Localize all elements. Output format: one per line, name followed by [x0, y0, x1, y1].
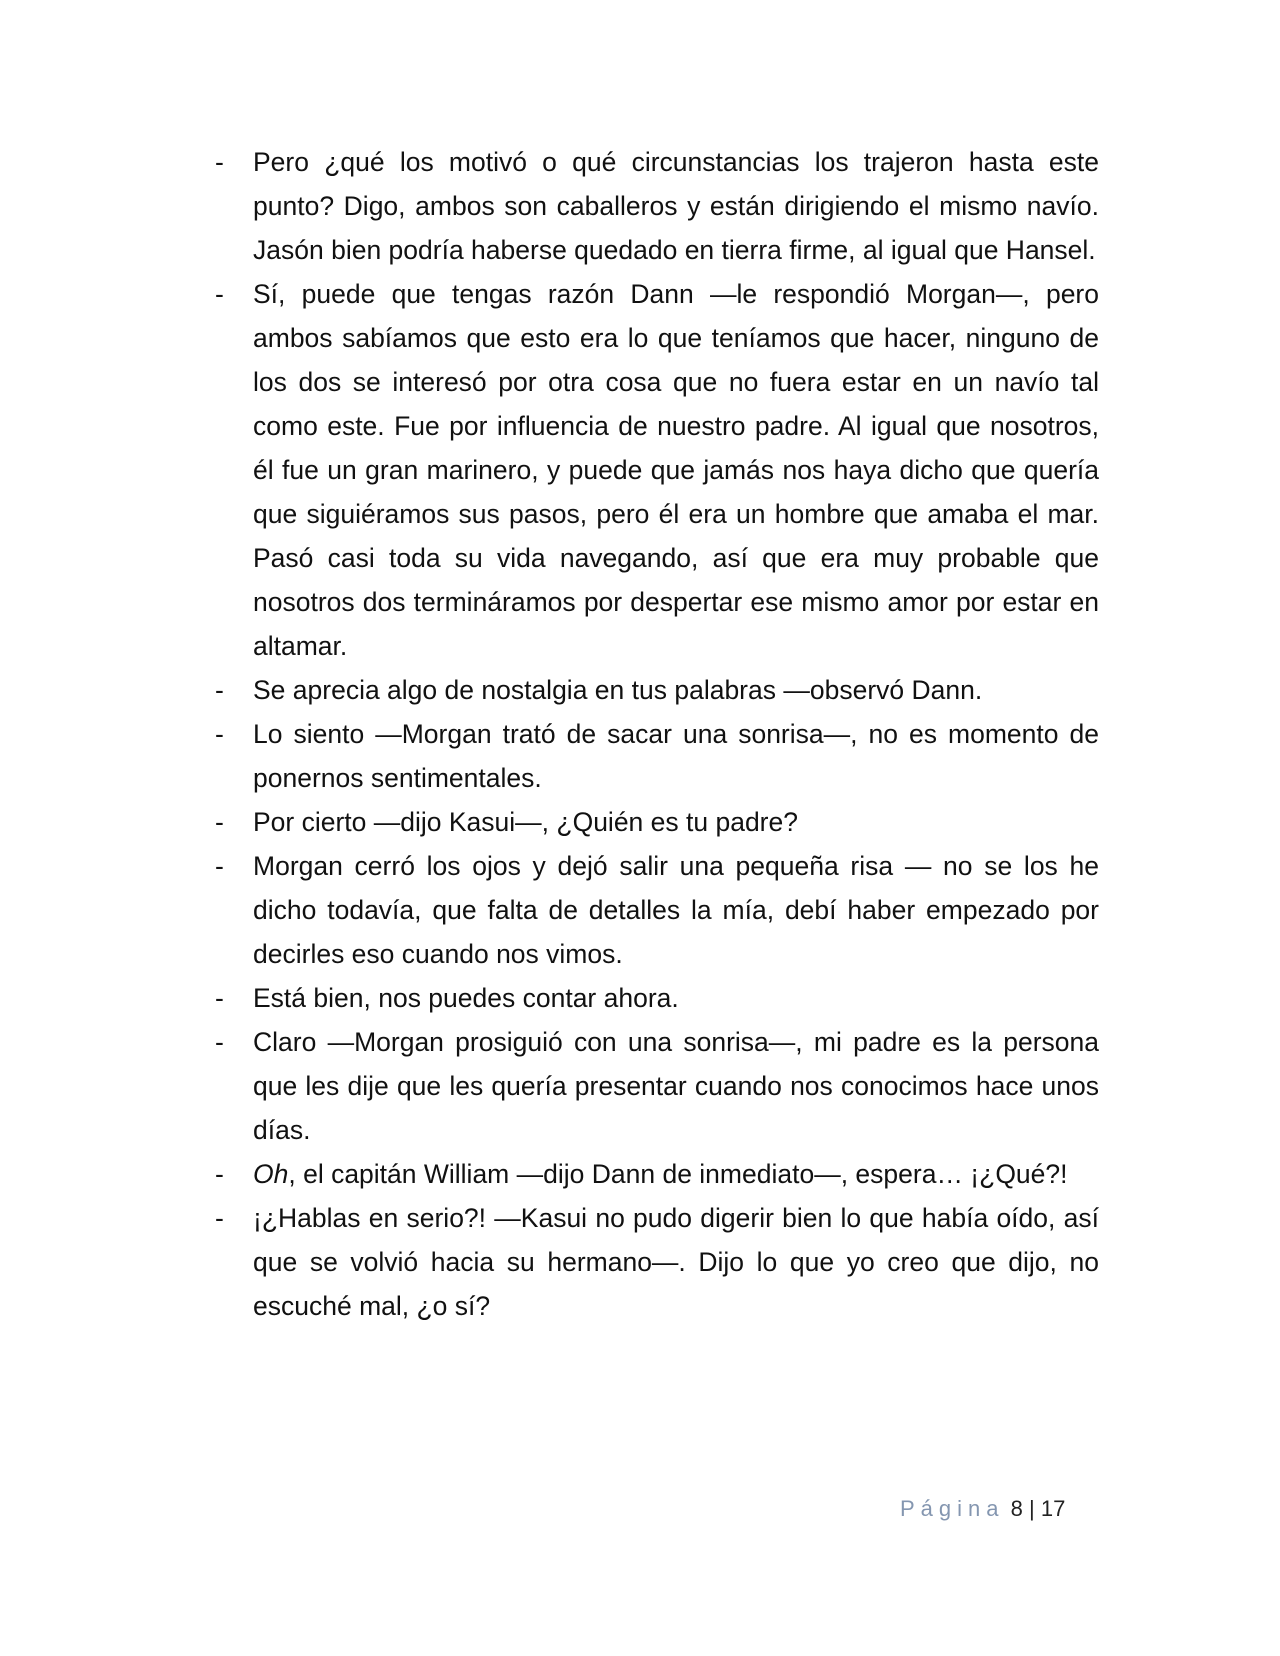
paragraph-text — [253, 1152, 1099, 1196]
paragraph-text — [253, 272, 1099, 668]
paragraph-content: Por cierto —dijo Kasui—, ¿Quién es tu padre? — [253, 807, 798, 837]
bullet-dash: - — [215, 279, 224, 309]
document-body — [215, 140, 1099, 1328]
paragraph-text — [253, 140, 1099, 272]
bullet-dash: - — [215, 983, 224, 1013]
dialogue-line — [215, 140, 1099, 272]
paragraph-content: Claro —Morgan prosiguió con una sonrisa—, mi padre es la persona que les dije que les quería presentar cuando nos conocimos hace unos días. — [253, 1027, 1099, 1145]
dialogue-line — [215, 976, 1099, 1020]
bullet-dash: - — [215, 1027, 224, 1057]
paragraph-content: ¡¿Hablas en serio?! —Kasui no pudo digerir bien lo que había oído, así que se volvió hacia su hermano—. Dijo lo que yo creo que dijo, no escuché mal, ¿o sí? — [253, 1203, 1099, 1321]
paragraph-text — [253, 668, 1099, 712]
italic-word: Oh — [253, 1159, 289, 1189]
bullet-dash: - — [215, 719, 224, 749]
page-number: 8 — [1010, 1496, 1023, 1521]
bullet-dash: - — [215, 851, 224, 881]
dialogue-line — [215, 1152, 1099, 1196]
bullet-dash: - — [215, 147, 224, 177]
dialogue-line — [215, 1196, 1099, 1328]
bullet-dash: - — [215, 675, 224, 705]
dialogue-line — [215, 800, 1099, 844]
bullet-dash: - — [215, 1203, 224, 1233]
paragraph-text — [253, 844, 1099, 976]
paragraph-text — [253, 976, 1099, 1020]
page-label: Página — [900, 1496, 1005, 1521]
paragraph-content: , el capitán William —dijo Dann de inmediato—, espera… ¡¿Qué?! — [288, 1159, 1068, 1189]
paragraph-text — [253, 800, 1099, 844]
page-total: 17 — [1040, 1496, 1066, 1521]
paragraph-content: Morgan cerró los ojos y dejó salir una pequeña risa — no se los he dicho todavía, que falta de detalles la mía, debí haber empezado por decirles eso cuando nos vimos. — [253, 851, 1099, 969]
paragraph-content: Está bien, nos puedes contar ahora. — [253, 983, 679, 1013]
paragraph-text — [253, 1196, 1099, 1328]
paragraph-content: Lo siento —Morgan trató de sacar una sonrisa—, no es momento de ponernos sentimentales. — [253, 719, 1099, 793]
paragraph-content: Pero ¿qué los motivó o qué circunstancias los trajeron hasta este punto? Digo, ambos son caballeros y están dirigiendo el mismo navío. Jasón bien podría haberse quedado en tierra firme, al igual que Hansel. — [253, 147, 1099, 265]
paragraph-content: Se aprecia algo de nostalgia en tus palabras —observó Dann. — [253, 675, 983, 705]
dialogue-line — [215, 712, 1099, 800]
bullet-dash: - — [215, 807, 224, 837]
dialogue-line — [215, 844, 1099, 976]
dialogue-line — [215, 668, 1099, 712]
paragraph-text — [253, 712, 1099, 800]
page-footer — [900, 1496, 1065, 1522]
bullet-dash: - — [215, 1159, 224, 1189]
page-separator: | — [1029, 1496, 1035, 1521]
dialogue-line — [215, 1020, 1099, 1152]
dialogue-line — [215, 272, 1099, 668]
paragraph-content: Sí, puede que tengas razón Dann —le respondió Morgan—, pero ambos sabíamos que esto era lo que teníamos que hacer, ninguno de los dos se interesó por otra cosa que no fuera estar en un navío tal como este. Fue por influencia de nuestro padre. Al igual que nosotros, él fue un gran marinero, y puede que jamás nos haya dicho que quería que siguiéramos sus pasos, pero él era un hombre que amaba el mar. Pasó casi toda su vida navegando, así que era muy probable que nosotros dos termináramos por despertar ese mismo amor por estar en altamar. — [253, 279, 1099, 661]
paragraph-text — [253, 1020, 1099, 1152]
